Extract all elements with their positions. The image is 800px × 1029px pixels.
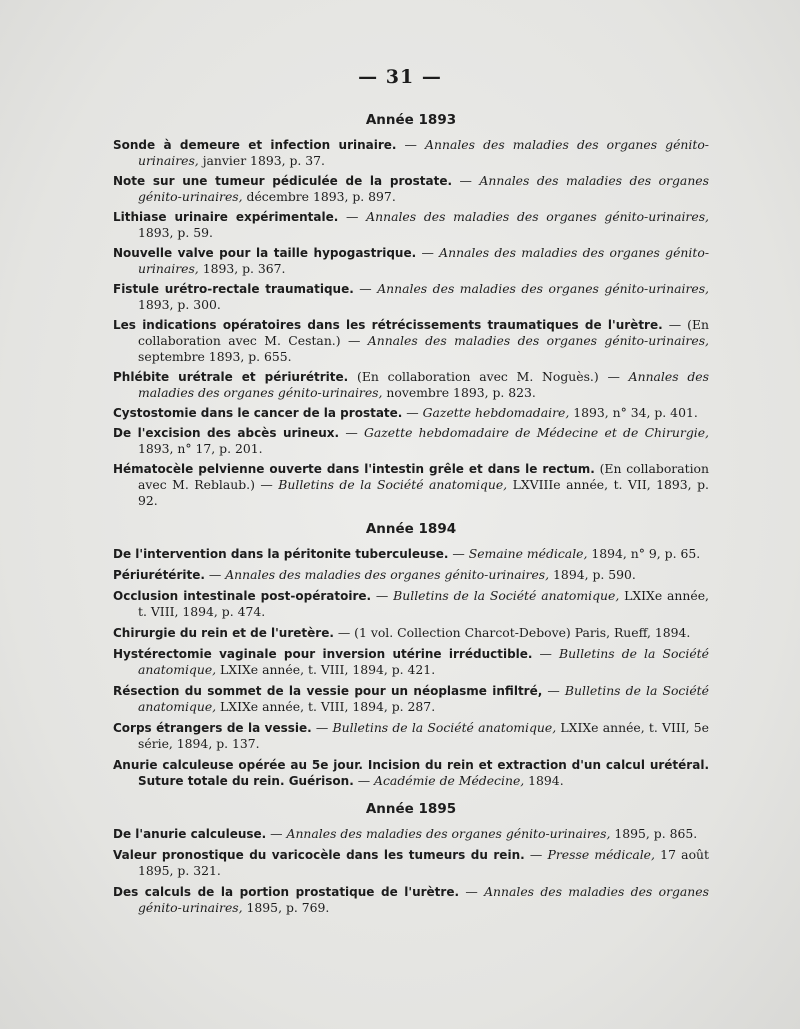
entry-source: Annales des maladies des organes génito-urinaires, xyxy=(138,137,709,168)
section-1894 xyxy=(113,521,709,789)
bibliography-entry xyxy=(113,173,709,205)
bibliography-entry xyxy=(113,625,709,641)
entry-title: Nouvelle valve pour la taille hypogastrique. xyxy=(113,246,417,260)
entry-separator: — xyxy=(371,588,394,603)
entry-source: Gazette hebdomadaire, xyxy=(422,405,570,420)
entry-details: 1894, p. 590. xyxy=(549,567,636,582)
entry-details: 1893, n° 34, p. 401. xyxy=(569,405,698,420)
entry-source: Gazette hebdomadaire de Médecine et de Chirurgie, xyxy=(363,425,709,440)
bibliography-entry xyxy=(113,588,709,620)
entry-source: Bulletins de la Société anatomique, xyxy=(278,477,508,492)
section-1893 xyxy=(113,112,709,509)
entry-title: Hystérectomie vaginale pour inversion utérine irréductible. xyxy=(113,647,533,661)
entry-separator: — xyxy=(339,425,364,440)
entry-title: Sonde à demeure et infection urinaire. xyxy=(113,138,397,152)
entry-details: LXIXe année, t. VIII, 1894, p. 421. xyxy=(216,662,436,677)
entry-title: De l'excision des abcès urineux. xyxy=(113,426,340,440)
year-heading: Année 1894 xyxy=(365,521,457,537)
entry-title: Cystostomie dans le cancer de la prostate. xyxy=(113,406,403,420)
entry-source: Bulletins de la Société anatomique, xyxy=(138,683,709,714)
entry-title: Hématocèle pelvienne ouverte dans l'intestin grêle et dans le rectum. xyxy=(113,462,595,476)
year-heading: Année 1895 xyxy=(365,801,457,817)
entry-separator: — xyxy=(353,773,375,788)
entry-source: Annales des maladies des organes génito-urinaires, xyxy=(138,884,709,915)
entry-source: Annales des maladies des organes génito-urinaires, xyxy=(225,567,550,582)
entry-separator: — xyxy=(459,884,485,899)
bibliography-entry xyxy=(113,683,709,715)
entry-separator: — xyxy=(524,847,548,862)
entry-separator: — xyxy=(402,405,423,420)
entry-source: Annales des maladies des organes génito-urinaires, xyxy=(367,333,709,348)
bibliography-entry xyxy=(113,425,709,457)
entry-separator: — (1 vol. Collection Charcot-Debove) Paris, Rueff, 1894. xyxy=(333,625,691,640)
bibliography-entry xyxy=(113,757,709,789)
section-1895 xyxy=(113,801,709,916)
entry-source: Annales des maladies des organes génito-urinaires, xyxy=(138,245,710,276)
entry-title: Anurie calculeuse opérée au 5e jour. Incision du rein et extraction d'un calcul urétéral. Suture totale du rein. Guérison. xyxy=(113,758,709,788)
entry-separator: — xyxy=(416,245,440,260)
entry-source: Bulletins de la Société anatomique, xyxy=(332,720,557,735)
entry-title: Corps étrangers de la vessie. xyxy=(113,721,312,735)
bibliography-entry xyxy=(113,281,709,313)
entry-separator: — xyxy=(448,546,469,561)
entry-details: LXIXe année, t. VIII, 5e série, 1894, p. 137. xyxy=(138,720,709,751)
entry-separator: — xyxy=(452,173,480,188)
entry-separator: — xyxy=(532,646,560,661)
entry-title: Chirurgie du rein et de l'uretère. xyxy=(113,626,334,640)
entry-separator: (En collaboration avec M. Noguès.) — xyxy=(348,369,629,384)
entry-title: Lithiase urinaire expérimentale. xyxy=(113,210,339,224)
entry-details: septembre 1893, p. 655. xyxy=(138,349,292,364)
entry-title: Note sur une tumeur pédiculée de la prostate. xyxy=(113,174,453,188)
page-number: — 31 — xyxy=(358,66,442,88)
entry-separator: (En collaboration avec M. Reblaub.) — xyxy=(138,461,709,492)
entry-source: Annales des maladies des organes génito-urinaires, xyxy=(286,826,611,841)
bibliography-entry xyxy=(113,847,709,879)
bibliography-entry xyxy=(113,245,709,277)
bibliography-entry xyxy=(113,646,709,678)
entry-details: LXVIIIe année, t. VII, 1893, p. 92. xyxy=(138,477,709,508)
entry-details: 1893, p. 59. xyxy=(138,225,213,240)
entry-details: 1894, n° 9, p. 65. xyxy=(587,546,701,561)
entry-title: Occlusion intestinale post-opératoire. xyxy=(113,589,372,603)
entry-separator: — (En collaboration avec M. Cestan.) — xyxy=(138,317,709,348)
bibliography-entry xyxy=(113,209,709,241)
bibliography-entry xyxy=(113,720,709,752)
entry-title: De l'anurie calculeuse. xyxy=(113,827,267,841)
entry-details: 1893, p. 300. xyxy=(138,297,221,312)
bibliography-entry xyxy=(113,369,709,401)
entry-title: Des calculs de la portion prostatique de l'urètre. xyxy=(113,885,460,899)
entry-details: janvier 1893, p. 37. xyxy=(198,153,325,168)
entry-details: LXIXe année, t. VIII, 1894, p. 474. xyxy=(138,588,709,619)
bibliography-entry xyxy=(113,405,709,421)
entry-details: décembre 1893, p. 897. xyxy=(242,189,396,204)
entry-source: Annales des maladies des organes génito-urinaires, xyxy=(138,369,709,400)
entry-details: LXIXe année, t. VIII, 1894, p. 287. xyxy=(216,699,436,714)
entry-source: Bulletins de la Société anatomique, xyxy=(393,588,620,603)
entry-source: Académie de Médecine, xyxy=(374,773,525,788)
entry-title: De l'intervention dans la péritonite tuberculeuse. xyxy=(113,547,449,561)
entry-title: Valeur pronostique du varicocèle dans les tumeurs du rein. xyxy=(113,848,525,862)
entry-title: Fistule urétro-rectale traumatique. xyxy=(113,282,354,296)
bibliography-entry xyxy=(113,826,709,842)
entry-separator: — xyxy=(396,137,426,152)
entry-separator: — xyxy=(542,683,565,698)
entry-title: Résection du sommet de la vessie pour un néoplasme infiltré, xyxy=(113,684,543,698)
entry-separator: — xyxy=(338,209,367,224)
bibliography-entry xyxy=(113,461,709,509)
bibliography-entry xyxy=(113,546,709,562)
entry-details: 1893, n° 17, p. 201. xyxy=(138,441,263,456)
entry-separator: — xyxy=(353,281,378,296)
entry-details: 17 août 1895, p. 321. xyxy=(138,847,709,878)
bibliography-entry xyxy=(113,137,709,169)
entry-details: 1894. xyxy=(524,773,564,788)
entry-source: Presse médicale, xyxy=(547,847,655,862)
entry-title: Phlébite urétrale et périurétrite. xyxy=(113,370,349,384)
entry-separator: — xyxy=(204,567,226,582)
bibliography-entry xyxy=(113,567,709,583)
entry-source: Annales des maladies des organes génito-urinaires, xyxy=(377,281,709,296)
entry-separator: — xyxy=(311,720,333,735)
entry-details: novembre 1893, p. 823. xyxy=(382,385,536,400)
entry-source: Bulletins de la Société anatomique, xyxy=(138,646,709,677)
entry-source: Annales des maladies des organes génito-urinaires, xyxy=(366,209,709,224)
entry-details: 1895, p. 769. xyxy=(242,900,330,915)
bibliography-entry xyxy=(113,317,709,365)
bibliography xyxy=(113,112,709,921)
entry-source: Semaine médicale, xyxy=(468,546,588,561)
entry-separator: — xyxy=(266,826,287,841)
entry-source: Annales des maladies des organes génito-urinaires, xyxy=(138,173,709,204)
entry-title: Périurétérite. xyxy=(113,568,205,582)
entry-title: Les indications opératoires dans les rétrécissements traumatiques de l'urètre. xyxy=(113,318,663,332)
entry-details: 1893, p. 367. xyxy=(198,261,286,276)
entry-details: 1895, p. 865. xyxy=(610,826,698,841)
year-heading: Année 1893 xyxy=(365,112,457,128)
bibliography-entry xyxy=(113,884,709,916)
